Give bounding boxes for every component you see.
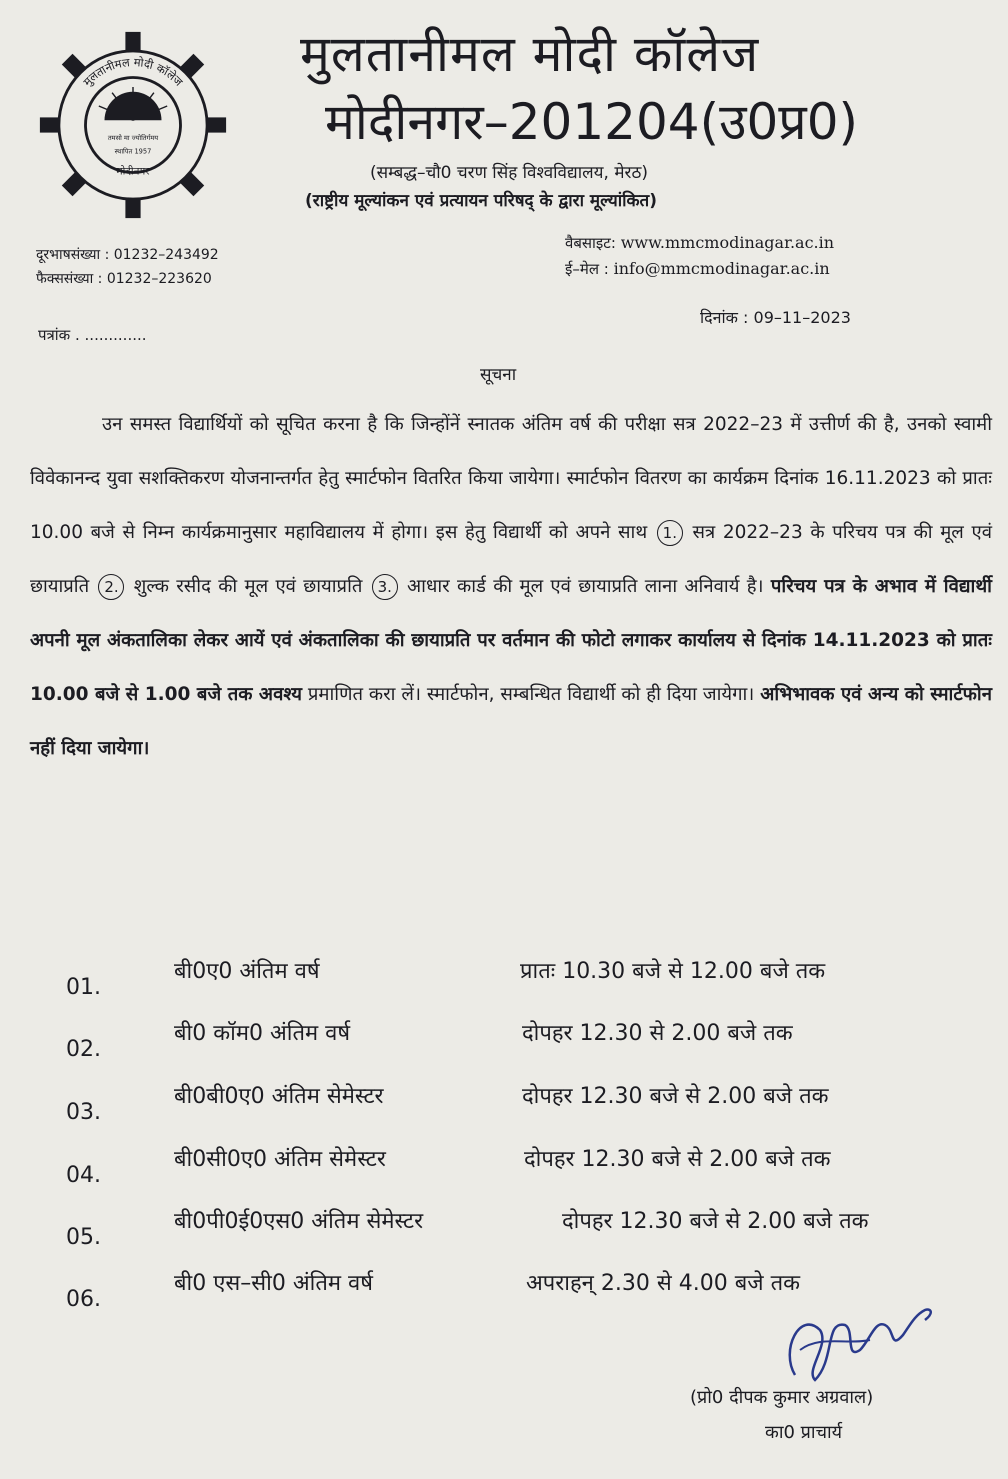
- requirement-item-2: शुल्क रसीद की मूल एवं छायाप्रति: [133, 576, 363, 597]
- instruction-text: प्रमाणित करा लें। स्मार्टफोन, सम्बन्धित विद्यार्थी को ही दिया जायेगा।: [307, 684, 755, 705]
- logo-text-top: मुलतानीमल मोदी कॉलेज: [80, 54, 186, 89]
- item-number-1: 1.: [657, 520, 683, 546]
- schedule-time: प्रातः 10.30 बजे से 12.00 बजे तक: [520, 959, 826, 984]
- reference-label: पत्रांक: [38, 326, 71, 344]
- schedule-program: बी0 कॉम0 अंतिम वर्ष: [174, 1021, 351, 1046]
- notice-body: [30, 398, 992, 776]
- reference-number: [38, 325, 147, 345]
- schedule-number: 02.: [66, 1037, 101, 1062]
- schedule-program: बी0ए0 अंतिम वर्ष: [174, 959, 320, 984]
- schedule-number: 03.: [66, 1100, 101, 1125]
- contact-left: [36, 243, 219, 291]
- fax-number: फैक्ससंख्या : 01232–223620: [36, 271, 212, 287]
- notice-date: दिनांक : 09–11–2023: [700, 308, 851, 327]
- signatory-name: (प्रो0 दीपक कुमार अग्रवाल): [690, 1387, 874, 1408]
- item-number-2: 2.: [98, 574, 124, 600]
- requirement-item-3: आधार कार्ड की मूल एवं छायाप्रति लाना अनिवार्य है।: [407, 576, 764, 597]
- email-label: ई–मेल :: [565, 260, 609, 278]
- schedule-program: बी0 एस–सी0 अंतिम वर्ष: [174, 1271, 373, 1296]
- logo-motto: तमसो मा ज्योतिर्गमय: [107, 134, 159, 143]
- schedule-time: दोपहर 12.30 बजे से 2.00 बजे तक: [562, 1209, 869, 1234]
- signatory-title: का0 प्राचार्य: [765, 1422, 843, 1443]
- schedule-number: 01.: [66, 975, 101, 1000]
- schedule-number: 06.: [66, 1287, 101, 1312]
- schedule-time: दोपहर 12.30 से 2.00 बजे तक: [522, 1021, 793, 1046]
- website-link[interactable]: www.mmcmodinagar.ac.in: [620, 233, 835, 252]
- college-logo: [38, 30, 228, 220]
- schedule-number: 05.: [66, 1225, 101, 1250]
- bold-instruction-2: अभिभावक एवं अन्य को स्मार्टफोन नहीं दिया जायेगा।: [30, 684, 992, 759]
- college-location: मोदीनगर–201204(उ0प्र0): [325, 93, 859, 151]
- notice-paragraph: उन समस्त विद्यार्थियों को सूचित करना है कि जिन्होंनें स्नातक अंतिम वर्ष की परीक्षा सत्र 2022–23 में उत्तीर्ण की है, उनको स्वामी विवेकानन्द युवा सशक्तिकरण योजनान्तर्गत हेतु स्मार्टफोन वितरित किया जायेगा। स्मार्टफोन वितरण का कार्यक्रम दिनांक 16.11.2023 को प्रातः 10.00 बजे से निम्न कार्यक्रमानुसार महाविद्यालय में होगा। इस हेतु विद्यार्थी को अपने साथ: [30, 414, 992, 543]
- college-name: मुलतानीमल मोदी कॉलेज: [300, 25, 760, 83]
- schedule-program: बी0बी0ए0 अंतिम सेमेस्टर: [174, 1084, 384, 1109]
- schedule-time: दोपहर 12.30 बजे से 2.00 बजे तक: [524, 1147, 831, 1172]
- website-label: वैबसाइट:: [565, 234, 616, 252]
- reference-value: . .............: [75, 326, 147, 344]
- contact-right: [565, 230, 834, 282]
- item-number-3: 3.: [372, 574, 398, 600]
- schedule-number: 04.: [66, 1163, 101, 1188]
- email-link[interactable]: info@mmcmodinagar.ac.in: [613, 259, 830, 278]
- schedule-time: दोपहर 12.30 बजे से 2.00 बजे तक: [522, 1084, 829, 1109]
- signature: [775, 1290, 945, 1390]
- schedule-program: बी0पी0ई0एस0 अंतिम सेमेस्टर: [174, 1209, 424, 1234]
- affiliation: (सम्बद्ध–चौ0 चरण सिंह विश्वविद्यालय, मेरठ): [370, 163, 648, 183]
- schedule-program: बी0सी0ए0 अंतिम सेमेस्टर: [174, 1147, 386, 1172]
- accreditation: (राष्ट्रीय मूल्यांकन एवं प्रत्यायन परिषद् के द्वारा मूल्यांकित): [305, 191, 658, 211]
- logo-text-bottom: मोदीनगर: [116, 165, 150, 178]
- schedule-time: अपराहन् 2.30 से 4.00 बजे तक: [526, 1271, 801, 1296]
- logo-established: स्थापित 1957: [114, 147, 152, 156]
- bold-instruction-1: परिचय पत्र के अभाव में विद्यार्थी अपनी मूल अंकतालिका लेकर आयें एवं अंकतालिका की छायाप्रति पर वर्तमान की फोटो लगाकर कार्यालय से दिनांक 14.11.2023 को प्रातः 10.00 बजे से 1.00 बजे तक अवश्य: [30, 576, 992, 705]
- phone-number: दूरभाषसंख्या : 01232–243492: [36, 247, 219, 263]
- notice-heading: सूचना: [480, 365, 517, 385]
- requirement-item-1: सत्र 2022–23 के परिचय पत्र की मूल एवं छायाप्रति: [30, 522, 993, 597]
